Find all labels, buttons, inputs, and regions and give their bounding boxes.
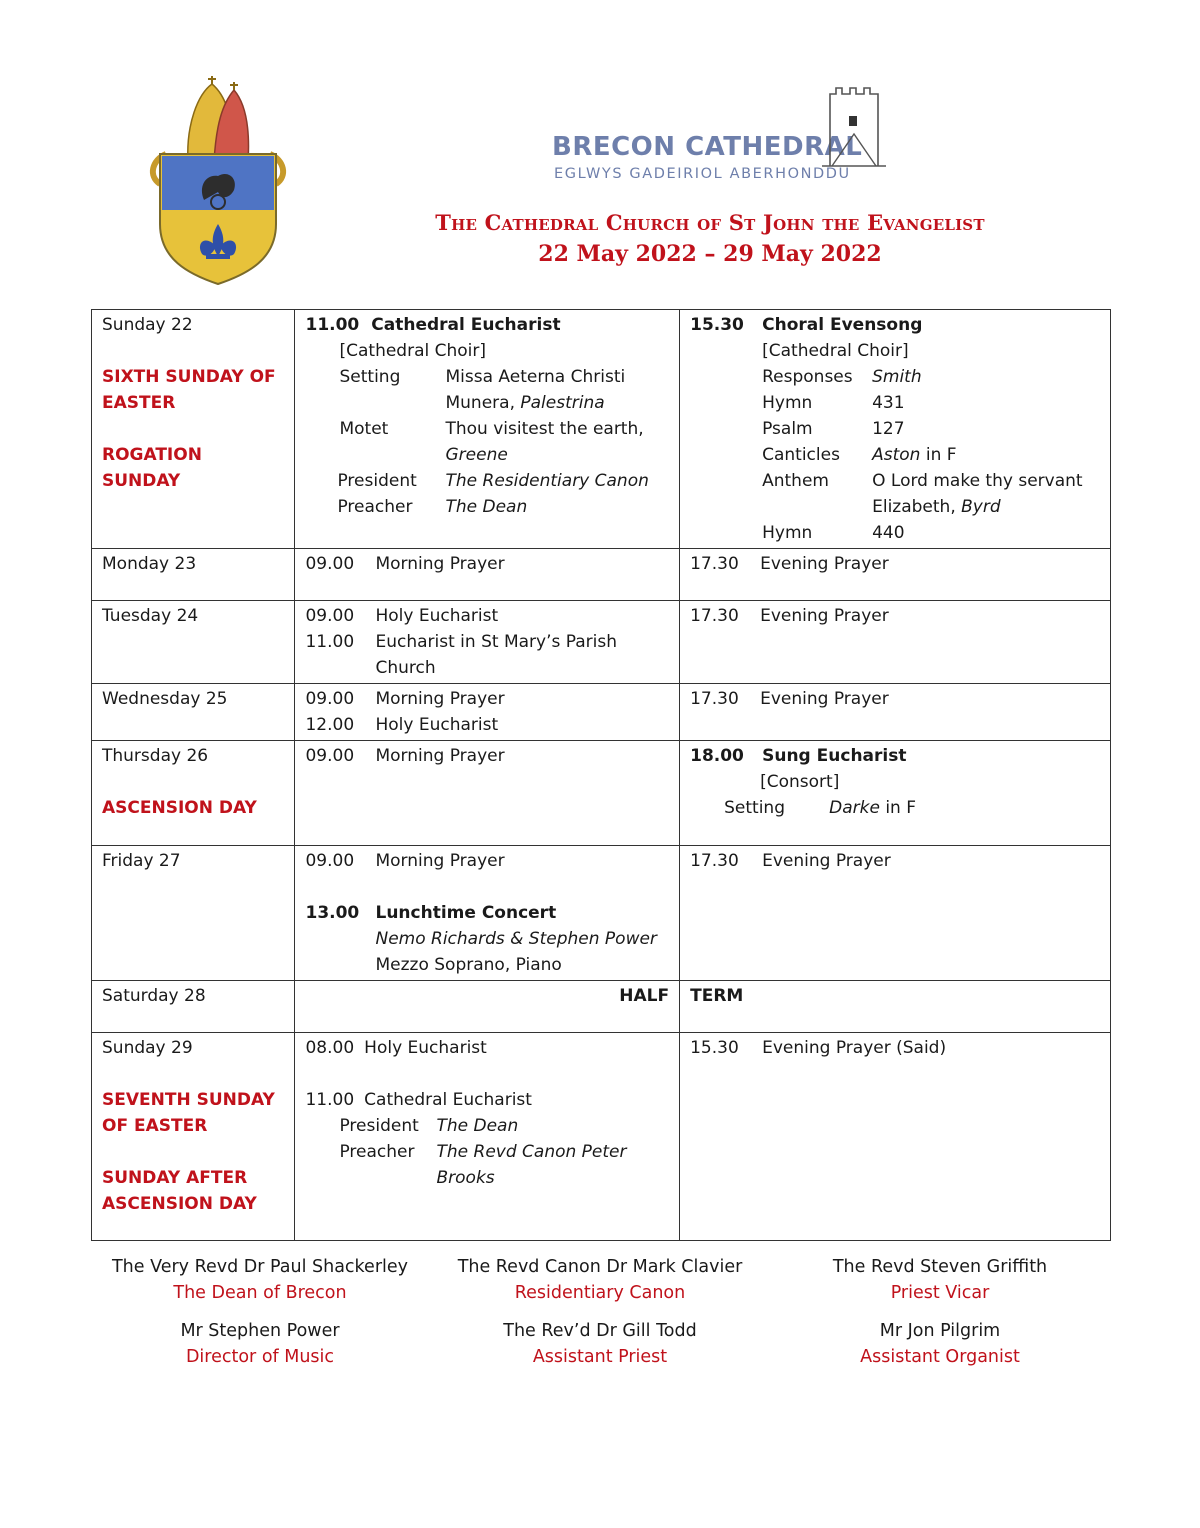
- service-time: 09.00: [305, 689, 355, 709]
- day-note: ROGATION: [102, 445, 202, 465]
- table-row: [92, 846, 1111, 981]
- morning-services-cell: [295, 601, 680, 684]
- morning-services-cell: [295, 684, 680, 741]
- evening-services-cell: [680, 684, 1111, 741]
- service-title: Eucharist in St Mary’s Parish: [375, 632, 617, 652]
- service-time: 15.30: [690, 1038, 739, 1058]
- service-title: Cathedral Eucharist: [364, 1090, 532, 1110]
- staff-member: [770, 1318, 1110, 1370]
- logo-welsh-name: EGLWYS GADEIRIOL ABERHONDDU: [554, 166, 851, 182]
- table-row: [92, 981, 1111, 1033]
- detail-value: 440: [872, 523, 905, 543]
- staff-role: Priest Vicar: [890, 1283, 990, 1303]
- day-label: Monday 23: [102, 554, 197, 574]
- cathedral-tower-icon: [822, 86, 886, 168]
- service-title: Evening Prayer (Said): [762, 1038, 947, 1058]
- evening-services-cell: [680, 310, 1111, 549]
- detail-value: Thou visitest the earth,: [445, 419, 644, 439]
- staff-name: The Revd Steven Griffith: [832, 1257, 1048, 1277]
- service-time: 17.30: [690, 606, 739, 626]
- concert-title: Lunchtime Concert: [375, 903, 557, 923]
- day-cell: [92, 741, 295, 846]
- detail-value: 127: [872, 419, 905, 439]
- detail-value: Munera,: [445, 393, 521, 413]
- staff-name: The Very Revd Dr Paul Shackerley: [111, 1257, 408, 1277]
- day-note: OF EASTER: [102, 1116, 208, 1136]
- day-cell: [92, 981, 295, 1033]
- choir-label: [Cathedral Choir]: [339, 341, 487, 361]
- service-title: Morning Prayer: [375, 554, 505, 574]
- detail-key: President: [337, 471, 417, 491]
- detail-key: Hymn: [762, 523, 813, 543]
- service-title: Cathedral Eucharist: [371, 315, 561, 335]
- evening-services-cell: [680, 601, 1111, 684]
- composer: Aston: [872, 445, 921, 465]
- service-time: 11.00: [305, 632, 355, 652]
- service-time: 17.30: [690, 689, 739, 709]
- staff-member: [770, 1254, 1110, 1306]
- day-cell: [92, 846, 295, 981]
- detail-key: Hymn: [762, 393, 813, 413]
- table-row: [92, 684, 1111, 741]
- logo-name: BRECON CATHEDRAL: [552, 132, 863, 162]
- service-time: 11.00: [305, 315, 360, 335]
- staff-name: Mr Stephen Power: [180, 1321, 340, 1341]
- staff-role: Residentiary Canon: [514, 1283, 686, 1303]
- choir-label: [Cathedral Choir]: [762, 341, 909, 361]
- morning-services-cell: [295, 310, 680, 549]
- evening-services-cell: [680, 1033, 1111, 1241]
- service-time: 09.00: [305, 554, 355, 574]
- service-title: Holy Eucharist: [364, 1038, 487, 1058]
- detail-key: Motet: [339, 419, 389, 439]
- morning-services-cell: [295, 1033, 680, 1241]
- service-time: 09.00: [305, 606, 355, 626]
- service-title: Evening Prayer: [760, 554, 889, 574]
- church-title: The Cathedral Church of St John the Evangelist: [435, 210, 985, 235]
- day-note: SUNDAY: [102, 471, 181, 491]
- staff-name: Mr Jon Pilgrim: [879, 1321, 1001, 1341]
- detail-value: Elizabeth,: [872, 497, 962, 517]
- morning-services-cell: [295, 741, 680, 846]
- day-note: SIXTH SUNDAY OF: [102, 367, 276, 387]
- staff-member: [430, 1254, 770, 1306]
- service-time: 15.30: [690, 315, 744, 335]
- table-row: [92, 549, 1111, 601]
- detail-key: Canticles: [762, 445, 840, 465]
- day-label: Friday 27: [102, 851, 181, 871]
- service-title: Morning Prayer: [375, 851, 505, 871]
- detail-value: The Dean: [445, 497, 528, 517]
- service-time: 09.00: [305, 851, 355, 871]
- staff-name: The Rev’d Dr Gill Todd: [503, 1321, 697, 1341]
- service-title: Morning Prayer: [375, 746, 505, 766]
- detail-value: in F: [920, 445, 957, 465]
- detail-value: Missa Aeterna Christi: [445, 367, 626, 387]
- staff-member: [90, 1254, 430, 1306]
- composer: Greene: [445, 445, 508, 465]
- service-title: Sung Eucharist: [762, 746, 907, 766]
- detail-value: O Lord make thy servant: [872, 471, 1083, 491]
- day-note: ASCENSION DAY: [102, 1194, 257, 1214]
- service-title: Holy Eucharist: [375, 715, 499, 735]
- staff-list: [90, 1254, 1110, 1382]
- table-row: [92, 741, 1111, 846]
- term-label: TERM: [690, 986, 744, 1006]
- table-row: [92, 310, 1111, 549]
- detail-key: Responses: [762, 367, 853, 387]
- day-label: Sunday 29: [102, 1038, 193, 1058]
- half-label: HALF: [619, 986, 670, 1006]
- half-term-right: [680, 981, 1111, 1033]
- day-cell: [92, 601, 295, 684]
- service-time: 11.00: [305, 1090, 355, 1110]
- service-time: 12.00: [305, 715, 355, 735]
- service-title: Choral Evensong: [762, 315, 923, 335]
- day-label: Saturday 28: [102, 986, 206, 1006]
- day-label: Sunday 22: [102, 315, 193, 335]
- concert-performers: Nemo Richards & Stephen Power: [375, 929, 657, 949]
- day-note: ASCENSION DAY: [102, 798, 257, 818]
- choir-label: [Consort]: [760, 772, 840, 792]
- composer: Darke: [829, 798, 880, 818]
- evening-services-cell: [680, 549, 1111, 601]
- day-label: Tuesday 24: [102, 606, 199, 626]
- day-note: EASTER: [102, 393, 176, 413]
- detail-key: Preacher: [337, 497, 413, 517]
- detail-value: The Revd Canon Peter: [436, 1142, 627, 1162]
- composer: Palestrina: [520, 393, 605, 413]
- detail-value: Smith: [872, 367, 922, 387]
- evening-services-cell: [680, 846, 1111, 981]
- staff-member: [430, 1318, 770, 1370]
- morning-services-cell: [295, 846, 680, 981]
- service-title: Church: [375, 658, 436, 678]
- staff-role: Director of Music: [185, 1347, 335, 1367]
- detail-value: in F: [879, 798, 917, 818]
- staff-role: Assistant Organist: [860, 1347, 1020, 1367]
- half-term-left: [295, 981, 680, 1033]
- detail-key: Psalm: [762, 419, 813, 439]
- service-title: Evening Prayer: [760, 689, 889, 709]
- staff-role: Assistant Priest: [532, 1347, 668, 1367]
- detail-value: 431: [872, 393, 905, 413]
- day-note: SEVENTH SUNDAY: [102, 1090, 275, 1110]
- staff-role: The Dean of Brecon: [173, 1283, 347, 1303]
- diocesan-crest-icon: [138, 74, 298, 286]
- day-cell: [92, 549, 295, 601]
- day-cell: [92, 310, 295, 549]
- detail-key: Anthem: [762, 471, 829, 491]
- staff-member: [90, 1318, 430, 1370]
- evening-services-cell: [680, 741, 1111, 846]
- page-heading: [330, 210, 1090, 267]
- morning-services-cell: [295, 549, 680, 601]
- service-title: Morning Prayer: [375, 689, 505, 709]
- service-title: Evening Prayer: [760, 606, 889, 626]
- service-time: 18.00: [690, 746, 744, 766]
- day-label: Thursday 26: [102, 746, 209, 766]
- day-cell: [92, 1033, 295, 1241]
- concert-time: 13.00: [305, 903, 360, 923]
- service-time: 09.00: [305, 746, 355, 766]
- brecon-cathedral-logo: [550, 86, 890, 186]
- detail-value: The Residentiary Canon: [445, 471, 649, 491]
- composer: Byrd: [961, 497, 1001, 517]
- service-time: 08.00: [305, 1038, 355, 1058]
- detail-value: The Dean: [436, 1116, 519, 1136]
- day-note: SUNDAY AFTER: [102, 1168, 248, 1188]
- service-title: Evening Prayer: [762, 851, 891, 871]
- table-row: [92, 601, 1111, 684]
- day-label: Wednesday 25: [102, 689, 228, 709]
- service-schedule-table: [91, 309, 1111, 1241]
- detail-value: Brooks: [436, 1168, 495, 1188]
- service-time: 17.30: [690, 851, 739, 871]
- date-range: 22 May 2022 – 29 May 2022: [538, 241, 882, 267]
- detail-key: Setting: [339, 367, 401, 387]
- detail-key: Preacher: [339, 1142, 415, 1162]
- service-time: 17.30: [690, 554, 739, 574]
- detail-key: Setting: [724, 798, 785, 818]
- detail-key: President: [339, 1116, 419, 1136]
- table-row: [92, 1033, 1111, 1241]
- day-cell: [92, 684, 295, 741]
- service-title: Holy Eucharist: [375, 606, 499, 626]
- staff-name: The Revd Canon Dr Mark Clavier: [457, 1257, 743, 1277]
- concert-voices: Mezzo Soprano, Piano: [375, 955, 562, 975]
